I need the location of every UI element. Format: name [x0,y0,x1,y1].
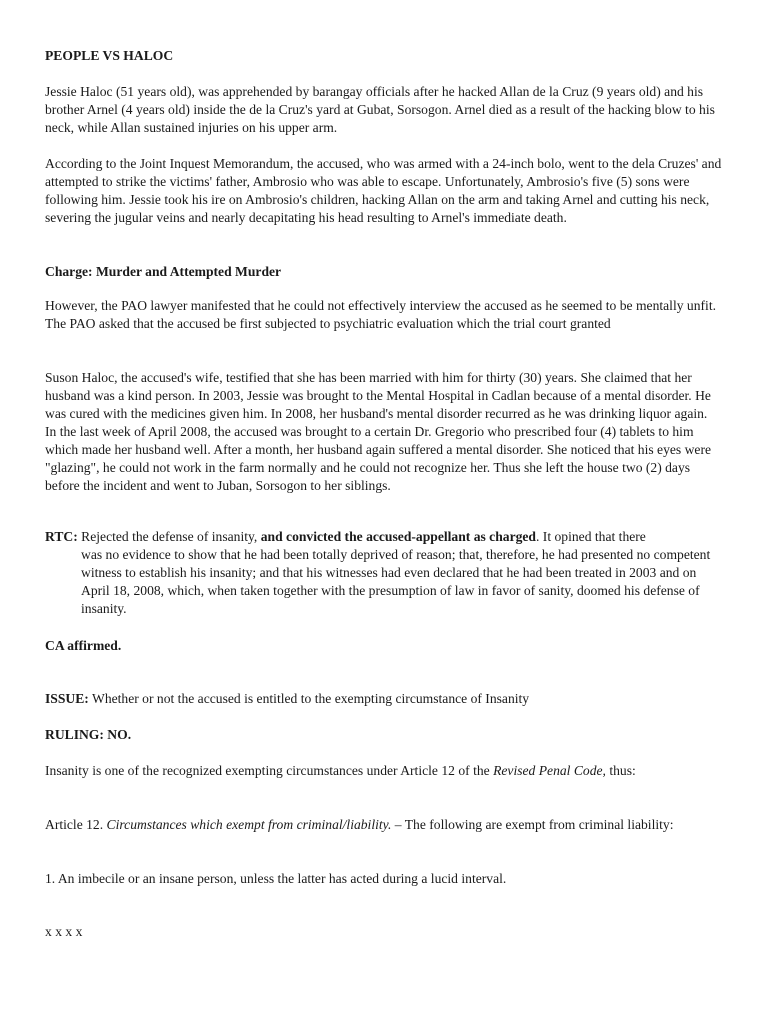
insanity-tail: thus: [609,763,636,778]
paragraph-testimony: Suson Haloc, the accused's wife, testified that she has been married with him for thirty (30) years. She claimed that her husband was a kind person. In 2003, Jessie was brought to the Mental Hospital in Cadlan because of a mental disorder. He was cured with the medicines given him. In 2008, her husband's mental disorder recurred as he was drinking liquor again. In the last week of April 2008, the accused was brought to a certain Dr. Gregorio who prescribed four (4) tablets to him which made her husband well. After a month, her husband again suffered a mental disorder. She noticed that his eyes were "glazing", he could not work in the farm normally and he could not recognize her. Thus she left the house two (2) days before the incident and went to Juban, Sorsogon to her siblings. [45,370,712,493]
document-title: PEOPLE VS HALOC [45,48,174,63]
paragraph-facts: Jessie Haloc (51 years old), was apprehended by barangay officials after he hacked Allan de la Cruz (9 years old) and his brother Arnel (4 years old) inside the de la Cruz's yard at Gubat, Sorsogon. Arnel died as a result of the hacking blow to his neck, while Allan sustained injuries on his upper arm. [45,84,715,135]
charge-heading: Charge: Murder and Attempted Murder [45,264,282,279]
insanity-text: Insanity is one of the recognized exempting circumstances under Article 12 of the [45,763,490,778]
article-heading: Circumstances which exempt from criminal/liability. [106,817,392,832]
omission-marker: x x x x [45,924,83,939]
article-12-paragraph [45,816,722,834]
rtc-paragraph [45,528,722,618]
rtc-text-tail: . It opined that there [536,529,646,544]
rtc-bold-text: and convicted the accused-appellant as charged [260,529,536,544]
rtc-text: Rejected the defense of insanity, [81,529,258,544]
article-item-1: 1. An imbecile or an insane person, unless the latter has acted during a lucid interval. [45,871,507,886]
rtc-continuation: was no evidence to show that he had been totally deprived of reason; that, therefore, he had presented no competent witness to establish his insanity; and that his witnesses had even declared that he had been treated in 2003 and on April 18, 2008, which, when taken together with the presumption of law in favor of sanity, doomed his defense of insanity. [81,547,711,616]
insanity-paragraph [45,762,722,780]
article-text: – The following are exempt from criminal liability: [394,817,674,832]
paragraph-pao: However, the PAO lawyer manifested that he could not effectively interview the accused as he seemed to be mentally unfit. The PAO asked that the accused be first subjected to psychiatric evaluation which the trial court granted [45,298,716,331]
revised-penal-code: Revised Penal Code, [493,763,606,778]
article-label: Article 12. [45,817,104,832]
issue-text: Whether or not the accused is entitled to the exempting circumstance of Insanity [91,691,530,706]
paragraph-inquest: According to the Joint Inquest Memorandum, the accused, who was armed with a 24-inch bolo, went to the dela Cruzes' and attempted to strike the victims' father, Ambrosio who was able to escape. Unfortunately, Ambrosio's five (5) sons were following him. Jessie took his ire on Ambrosio's children, hacking Allan on the arm and taking Arnel and cutting his neck, severing the jugular veins and nearly decapitating his head resulting to Arnel's immediate death. [45,156,722,225]
issue-label: ISSUE: [45,691,89,706]
issue-line [45,690,722,708]
ca-affirmed: CA affirmed. [45,638,122,653]
rtc-label: RTC: [45,529,78,544]
ruling-heading: RULING: NO. [45,727,132,742]
